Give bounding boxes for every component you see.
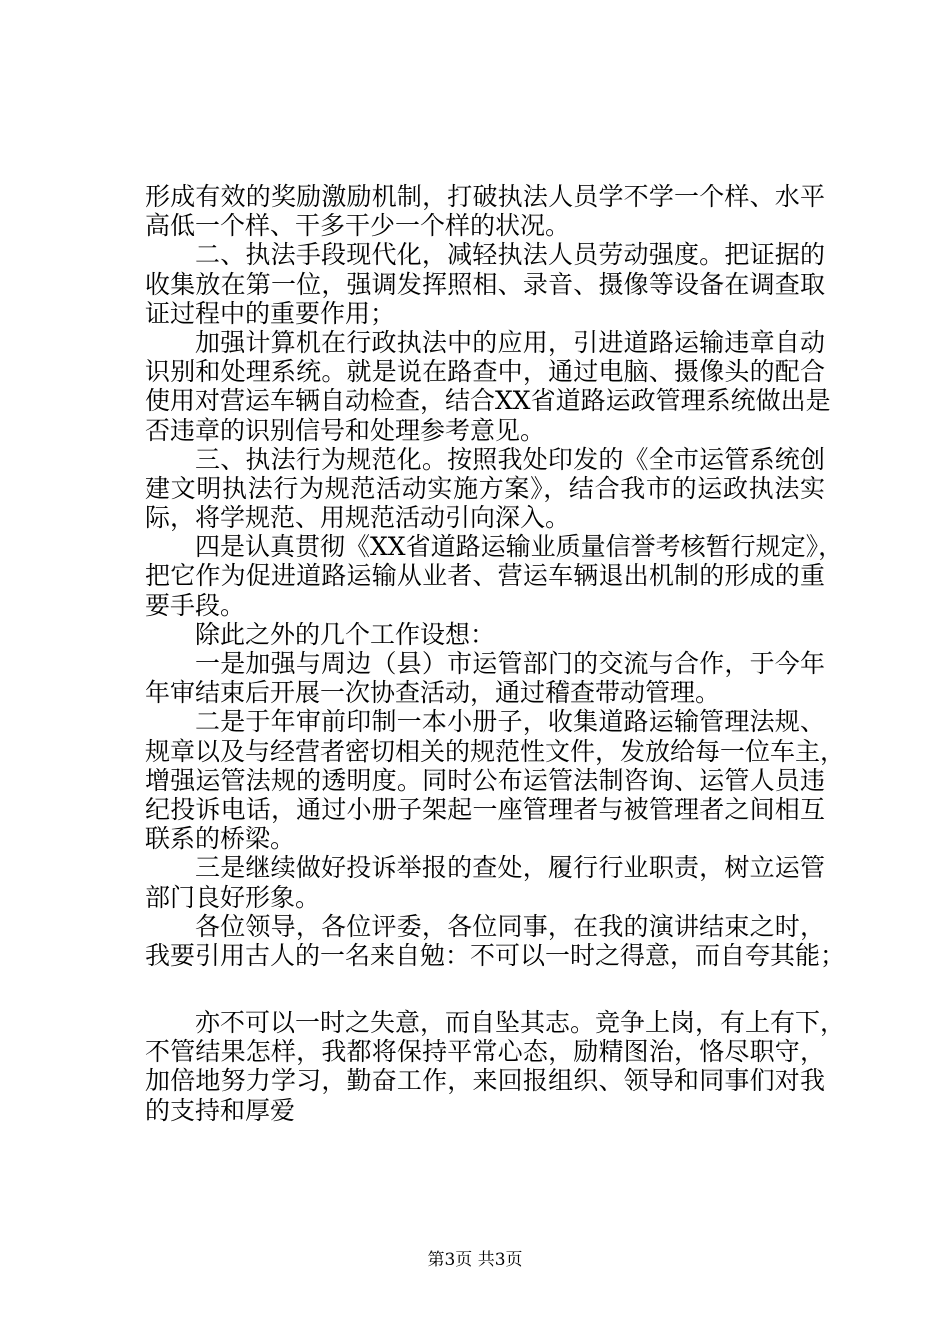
text-line: 使用对营运车辆自动检查，结合XX省道路运政管理系统做出是 <box>145 386 831 416</box>
text-line: 一是加强与周边（县）市运管部门的交流与合作，于今年 <box>195 649 825 678</box>
text-line: 要手段。 <box>145 590 246 620</box>
text-line: 部门良好形象。 <box>145 882 321 912</box>
text-line: 二是于年审前印制一本小册子，收集道路运输管理法规、 <box>195 707 825 737</box>
text-line: 四是认真贯彻《XX省道路运输业质量信誉考核暂行规定》， <box>195 532 844 562</box>
text-line: 高低一个样、干多干少一个样的状况。 <box>145 211 571 241</box>
text-line: 际，将学规范、用规范活动引向深入。 <box>145 503 571 533</box>
text-line: 加倍地努力学习，勤奋工作，来回报组织、领导和同事们对我 <box>145 1066 825 1096</box>
text-line: 三是继续做好投诉举报的查处，履行行业职责，树立运管 <box>195 853 825 883</box>
text-line: 增强运管法规的透明度。同时公布运管法制咨询、运管人员违 <box>145 765 825 795</box>
paragraph-gap <box>145 970 825 1008</box>
text-line: 否违章的识别信号和处理参考意见。 <box>145 415 546 445</box>
text-line: 二、执法手段现代化，减轻执法人员劳动强度。把证据的 <box>195 240 825 270</box>
text-line: 三、执法行为规范化。按照我处印发的《全市运管系统创 <box>195 444 825 474</box>
text-line: 识别和处理系统。就是说在路查中，通过电脑、摄像头的配合 <box>145 357 825 387</box>
text-line: 各位领导，各位评委，各位同事，在我的演讲结束之时， <box>195 911 825 941</box>
paragraph-6 <box>145 620 825 649</box>
text-line: 形成有效的奖励激励机制，打破执法人员学不学一个样、水平 <box>145 182 825 211</box>
paragraph-11 <box>145 1008 846 1125</box>
text-line: 不管结果怎样，我都将保持平常心态，励精图治，恪尽职守， <box>145 1037 825 1067</box>
document-body <box>145 182 846 1125</box>
text-line: 纪投诉电话，通过小册子架起一座管理者与被管理者之间相互 <box>145 794 825 824</box>
text-line: 加强计算机在行政执法中的应用，引进道路运输违章自动 <box>195 327 825 357</box>
paragraph-4 <box>145 445 825 533</box>
paragraph-8 <box>145 707 846 854</box>
text-line: 亦不可以一时之失意，而自坠其志。竞争上岗，有上有下， <box>195 1008 846 1038</box>
text-line: 除此之外的几个工作设想： <box>195 619 496 649</box>
text-line: 年审结束后开展一次协查活动，通过稽查带动管理。 <box>145 678 721 708</box>
text-line: 把它作为促进道路运输从业者、营运车辆退出机制的形成的重 <box>145 561 825 591</box>
text-line: 我要引用古人的一名来自勉：不可以一时之得意，而自夸其能； <box>145 940 846 970</box>
text-line: 收集放在第一位，强调发挥照相、录音、摄像等设备在调查取 <box>145 269 825 299</box>
paragraph-9 <box>145 853 825 911</box>
text-line: 的支持和厚爱 <box>145 1095 296 1125</box>
text-line: 建文明执法行为规范活动实施方案》，结合我市的运政执法实 <box>145 473 825 503</box>
text-line: 联系的桥梁。 <box>145 824 296 854</box>
paragraph-7 <box>145 649 825 707</box>
text-line: 证过程中的重要作用； <box>145 298 396 328</box>
paragraph-3 <box>145 327 831 445</box>
text-line: 规章以及与经营者密切相关的规范性文件，发放给每一位车主， <box>145 736 846 766</box>
paragraph-1 <box>145 182 825 240</box>
paragraph-2 <box>145 240 825 328</box>
paragraph-10 <box>145 911 846 970</box>
paragraph-5 <box>145 532 844 620</box>
page-number-footer: 第3页 共3页 <box>427 1250 523 1270</box>
